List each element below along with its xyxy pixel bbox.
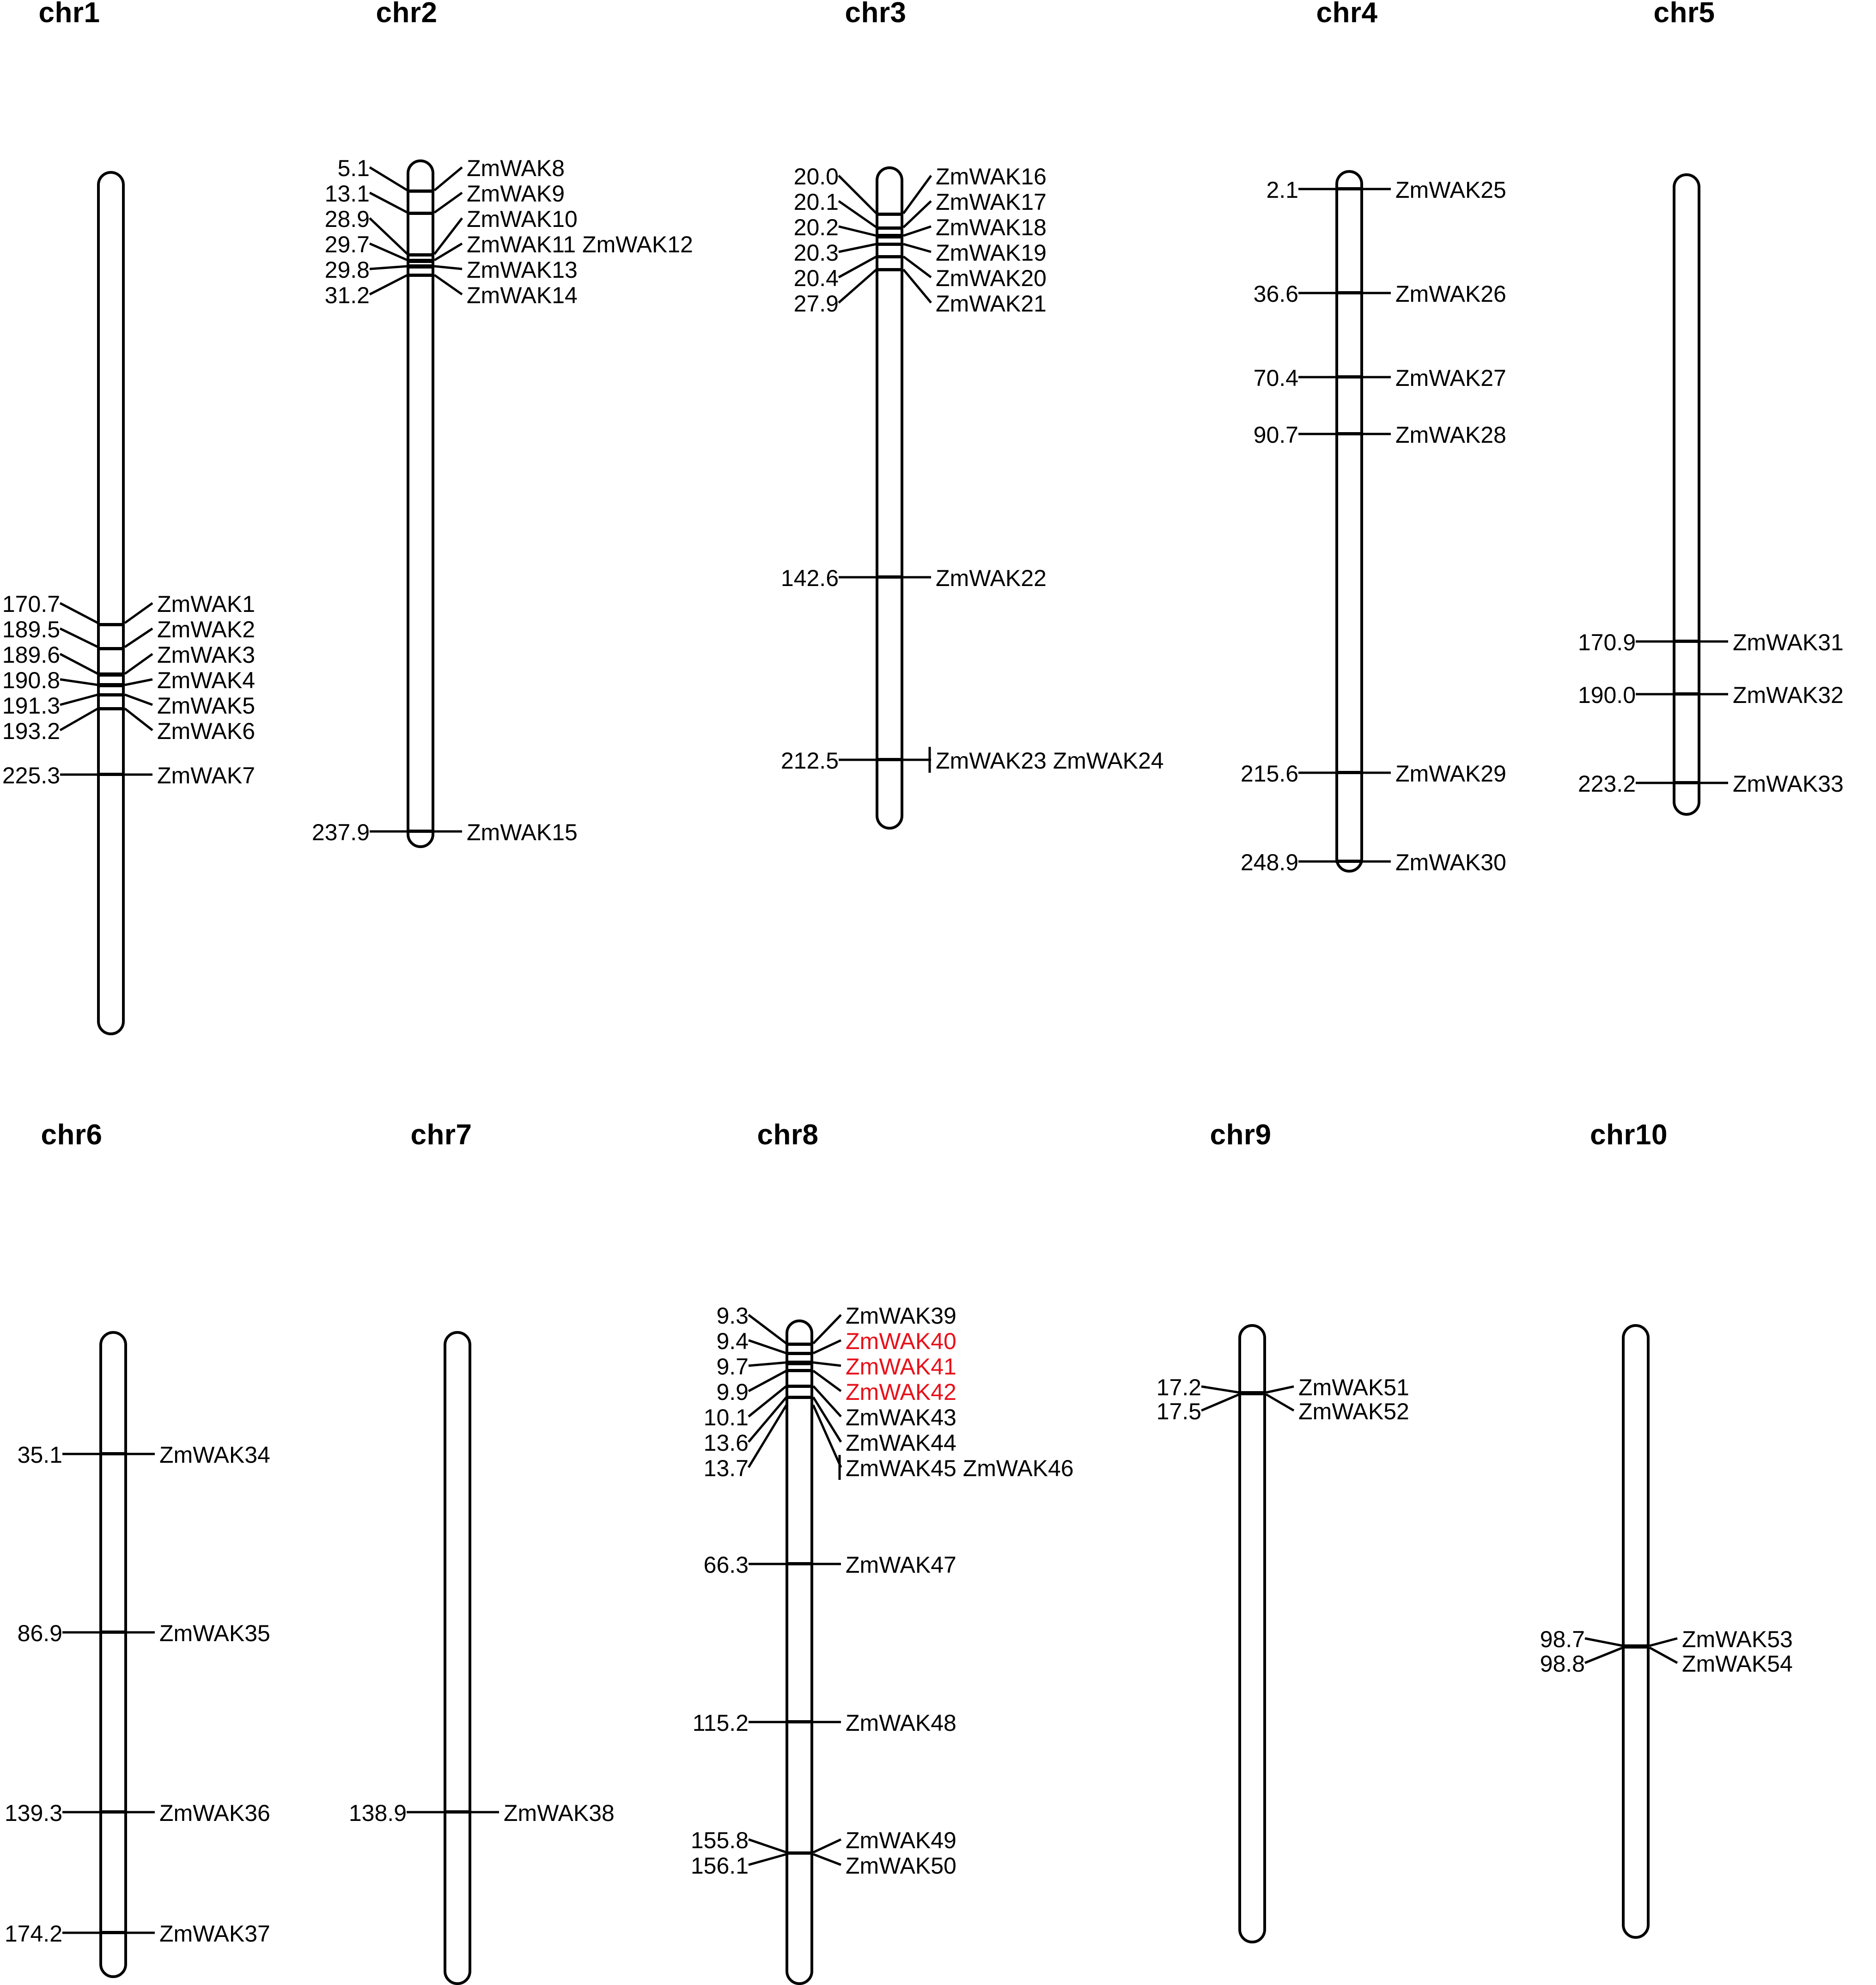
- chromosome-label-chr8: chr8: [757, 1119, 819, 1151]
- marker-position: 20.4: [793, 265, 839, 291]
- marker-gene-label: ZmWAK39: [846, 1303, 956, 1329]
- marker-gene-label: ZmWAK17: [936, 189, 1047, 215]
- marker-tick: [786, 1369, 813, 1372]
- marker-gene-label: ZmWAK26: [1395, 281, 1506, 307]
- marker-position: 9.9: [716, 1379, 749, 1405]
- marker-gene-label: ZmWAK33: [1733, 771, 1844, 797]
- marker-gene-label: ZmWAK5: [157, 693, 256, 719]
- marker-tick: [444, 1810, 471, 1814]
- marker-tick: [876, 758, 903, 761]
- chromosome-bar-chr7: [444, 1331, 471, 1985]
- marker-gene-label: ZmWAK23 ZmWAK24: [936, 748, 1164, 774]
- marker-tick: [97, 683, 125, 687]
- marker-tick: [407, 274, 434, 277]
- marker-gene-label: ZmWAK9: [467, 181, 565, 207]
- marker-tick: [407, 264, 434, 269]
- marker-tick: [97, 623, 125, 626]
- marker-tick: [97, 672, 125, 677]
- marker-tick: [876, 243, 903, 246]
- chromosome-label-chr10: chr10: [1590, 1119, 1668, 1151]
- marker-tick: [786, 1396, 813, 1399]
- marker-position: 36.6: [1253, 281, 1298, 307]
- marker-position: 13.6: [703, 1430, 749, 1456]
- marker-tick: [1673, 640, 1700, 643]
- marker-tick: [97, 647, 125, 650]
- marker-tick: [99, 1931, 127, 1934]
- marker-tick: [876, 255, 903, 258]
- marker-gene-label: ZmWAK28: [1395, 422, 1506, 448]
- marker-tick: [786, 1385, 813, 1388]
- marker-tick: [876, 213, 903, 216]
- marker-position: 17.5: [1156, 1399, 1201, 1424]
- chromosome-label-chr9: chr9: [1210, 1119, 1272, 1151]
- marker-tick: [876, 234, 903, 238]
- marker-tick: [786, 1720, 813, 1723]
- marker-position: 2.1: [1266, 177, 1298, 203]
- marker-position: 13.7: [703, 1455, 749, 1481]
- marker-gene-label: ZmWAK4: [157, 667, 256, 693]
- marker-position: 223.2: [1578, 771, 1636, 797]
- marker-position: 190.0: [1578, 682, 1636, 708]
- chromosome-label-chr3: chr3: [845, 0, 907, 29]
- marker-gene-label: ZmWAK25: [1395, 177, 1506, 203]
- marker-tick: [786, 1343, 813, 1346]
- marker-gene-label: ZmWAK2: [157, 617, 256, 642]
- marker-gene-label: ZmWAK22: [936, 565, 1047, 591]
- chromosome-label-chr2: chr2: [376, 0, 438, 29]
- leader-lines: [0, 0, 601, 878]
- marker-position: 27.9: [793, 291, 839, 317]
- marker-gene-label: ZmWAK45 ZmWAK46: [846, 1455, 1074, 1481]
- marker-position: 138.9: [348, 1800, 407, 1826]
- marker-gene-label-highlighted: ZmWAK40: [846, 1328, 956, 1354]
- marker-gene-label: ZmWAK53: [1682, 1626, 1793, 1652]
- marker-gene-label: ZmWAK16: [936, 164, 1047, 189]
- marker-position: 189.5: [2, 617, 60, 642]
- marker-gene-label: ZmWAK32: [1733, 682, 1844, 708]
- marker-position: 170.9: [1578, 629, 1636, 655]
- marker-gene-label: ZmWAK18: [936, 214, 1047, 240]
- chromosome-label-chr7: chr7: [410, 1119, 472, 1151]
- marker-tick: [407, 830, 434, 833]
- marker-gene-label: ZmWAK35: [159, 1620, 270, 1646]
- chromosome-bar-chr3: [876, 166, 903, 830]
- marker-position: 20.2: [793, 214, 839, 240]
- marker-position: 189.6: [2, 642, 60, 668]
- marker-tick: [1335, 291, 1363, 294]
- chromosome-bar-chr9: [1238, 1324, 1266, 1943]
- marker-position: 20.3: [793, 240, 839, 266]
- marker-position: 17.2: [1156, 1374, 1201, 1400]
- marker-position: 115.2: [692, 1710, 749, 1736]
- marker-position: 20.1: [793, 189, 839, 215]
- marker-tick: [407, 212, 434, 215]
- marker-gene-label: ZmWAK50: [846, 1853, 956, 1879]
- marker-tick: [1335, 187, 1363, 190]
- leader-lines: [0, 0, 277, 1063]
- marker-gene-label: ZmWAK48: [846, 1710, 956, 1736]
- marker-position: 98.7: [1540, 1626, 1585, 1652]
- chromosome-label-chr4: chr4: [1316, 0, 1378, 29]
- marker-position: 170.7: [2, 591, 60, 617]
- marker-gene-label: ZmWAK3: [157, 642, 256, 668]
- marker-tick: [99, 1452, 127, 1455]
- marker-tick: [1238, 1391, 1266, 1395]
- marker-position: 155.8: [690, 1827, 749, 1853]
- marker-position: 193.2: [2, 718, 60, 744]
- marker-gene-label-highlighted: ZmWAK41: [846, 1354, 956, 1380]
- marker-gene-label: ZmWAK31: [1733, 629, 1844, 655]
- chromosome-bar-chr10: [1622, 1324, 1650, 1939]
- marker-tick: [1335, 860, 1363, 863]
- chromosome-label-chr6: chr6: [41, 1119, 103, 1151]
- marker-position: 10.1: [703, 1405, 749, 1430]
- marker-tick: [407, 259, 434, 263]
- marker-position: 237.9: [311, 819, 370, 845]
- marker-gene-label-highlighted: ZmWAK42: [846, 1379, 956, 1405]
- marker-position: 191.3: [2, 693, 60, 719]
- marker-tick: [97, 693, 125, 696]
- marker-gene-label: ZmWAK52: [1298, 1399, 1409, 1424]
- marker-gene-label: ZmWAK54: [1682, 1651, 1793, 1677]
- marker-gene-label: ZmWAK11 ZmWAK12: [467, 232, 693, 257]
- marker-tick: [786, 1562, 813, 1565]
- marker-position: 35.1: [17, 1442, 62, 1468]
- marker-tick: [97, 707, 125, 710]
- marker-position: 156.1: [690, 1853, 749, 1879]
- marker-position: 13.1: [324, 181, 370, 207]
- marker-tick: [876, 268, 903, 271]
- marker-gene-label: ZmWAK29: [1395, 761, 1506, 787]
- marker-tick: [407, 189, 434, 193]
- marker-tick: [1673, 781, 1700, 784]
- marker-tick: [786, 1361, 813, 1365]
- marker-tick: [876, 575, 903, 579]
- marker-position: 174.2: [4, 1921, 62, 1947]
- marker-gene-label: ZmWAK47: [846, 1552, 956, 1578]
- marker-gene-label: ZmWAK7: [157, 763, 256, 788]
- marker-position: 90.7: [1253, 422, 1298, 448]
- marker-tick: [786, 1851, 813, 1855]
- marker-gene-label: ZmWAK30: [1395, 849, 1506, 875]
- marker-gene-label: ZmWAK1: [157, 591, 256, 617]
- marker-tick: [99, 1810, 127, 1814]
- marker-tick: [1335, 771, 1363, 774]
- marker-gene-label: ZmWAK8: [467, 155, 565, 181]
- marker-gene-label: ZmWAK14: [467, 282, 578, 308]
- marker-gene-label: ZmWAK6: [157, 718, 256, 744]
- marker-position: 212.5: [780, 748, 839, 774]
- marker-tick: [876, 226, 903, 230]
- marker-position: 139.3: [4, 1800, 62, 1826]
- chromosome-bar-chr4: [1335, 170, 1363, 873]
- marker-position: 86.9: [17, 1620, 62, 1646]
- marker-tick: [1622, 1644, 1650, 1649]
- marker-gene-label: ZmWAK19: [936, 240, 1047, 266]
- marker-gene-label: ZmWAK27: [1395, 365, 1506, 391]
- chromosome-bar-chr5: [1673, 173, 1700, 816]
- marker-tick: [1335, 432, 1363, 435]
- marker-position: 190.8: [2, 667, 60, 693]
- marker-gene-label: ZmWAK10: [467, 206, 578, 232]
- marker-tick: [1673, 692, 1700, 696]
- marker-position: 29.8: [324, 257, 370, 283]
- marker-gene-label: ZmWAK21: [936, 291, 1047, 317]
- marker-gene-label: ZmWAK34: [159, 1442, 270, 1468]
- chromosome-bar-chr1: [97, 171, 125, 1035]
- marker-position: 98.8: [1540, 1651, 1585, 1677]
- marker-position: 29.7: [324, 232, 370, 257]
- marker-position: 9.7: [716, 1354, 749, 1380]
- marker-position: 9.4: [716, 1328, 749, 1354]
- chromosome-label-chr1: chr1: [38, 0, 100, 29]
- marker-gene-label: ZmWAK44: [846, 1430, 956, 1456]
- marker-gene-label: ZmWAK13: [467, 257, 578, 283]
- marker-tick: [786, 1352, 813, 1355]
- leader-lines: [0, 0, 1248, 878]
- marker-position: 20.0: [793, 164, 839, 189]
- marker-position: 31.2: [324, 282, 370, 308]
- marker-tick: [99, 1631, 127, 1634]
- marker-tick: [1335, 375, 1363, 379]
- chromosome-label-chr5: chr5: [1653, 0, 1715, 29]
- marker-gene-label: ZmWAK37: [159, 1921, 270, 1947]
- marker-position: 225.3: [2, 763, 60, 788]
- marker-position: 9.3: [716, 1303, 749, 1329]
- marker-position: 142.6: [780, 565, 839, 591]
- marker-gene-label: ZmWAK36: [159, 1800, 270, 1826]
- marker-gene-label: ZmWAK20: [936, 265, 1047, 291]
- marker-position: 215.6: [1240, 761, 1298, 787]
- chromosome-bar-chr6: [99, 1331, 127, 1978]
- marker-position: 248.9: [1240, 849, 1298, 875]
- marker-position: 70.4: [1253, 365, 1298, 391]
- marker-gene-label: ZmWAK38: [504, 1800, 615, 1826]
- marker-tick: [407, 253, 434, 257]
- chromosome-bar-chr8: [786, 1319, 813, 1985]
- marker-gene-label: ZmWAK51: [1298, 1374, 1409, 1400]
- marker-position: 66.3: [703, 1552, 749, 1578]
- marker-gene-label: ZmWAK49: [846, 1827, 956, 1853]
- marker-tick: [97, 773, 125, 776]
- marker-gene-label: ZmWAK15: [467, 819, 578, 845]
- marker-position: 28.9: [324, 206, 370, 232]
- marker-gene-label: ZmWAK43: [846, 1405, 956, 1430]
- marker-position: 5.1: [337, 155, 370, 181]
